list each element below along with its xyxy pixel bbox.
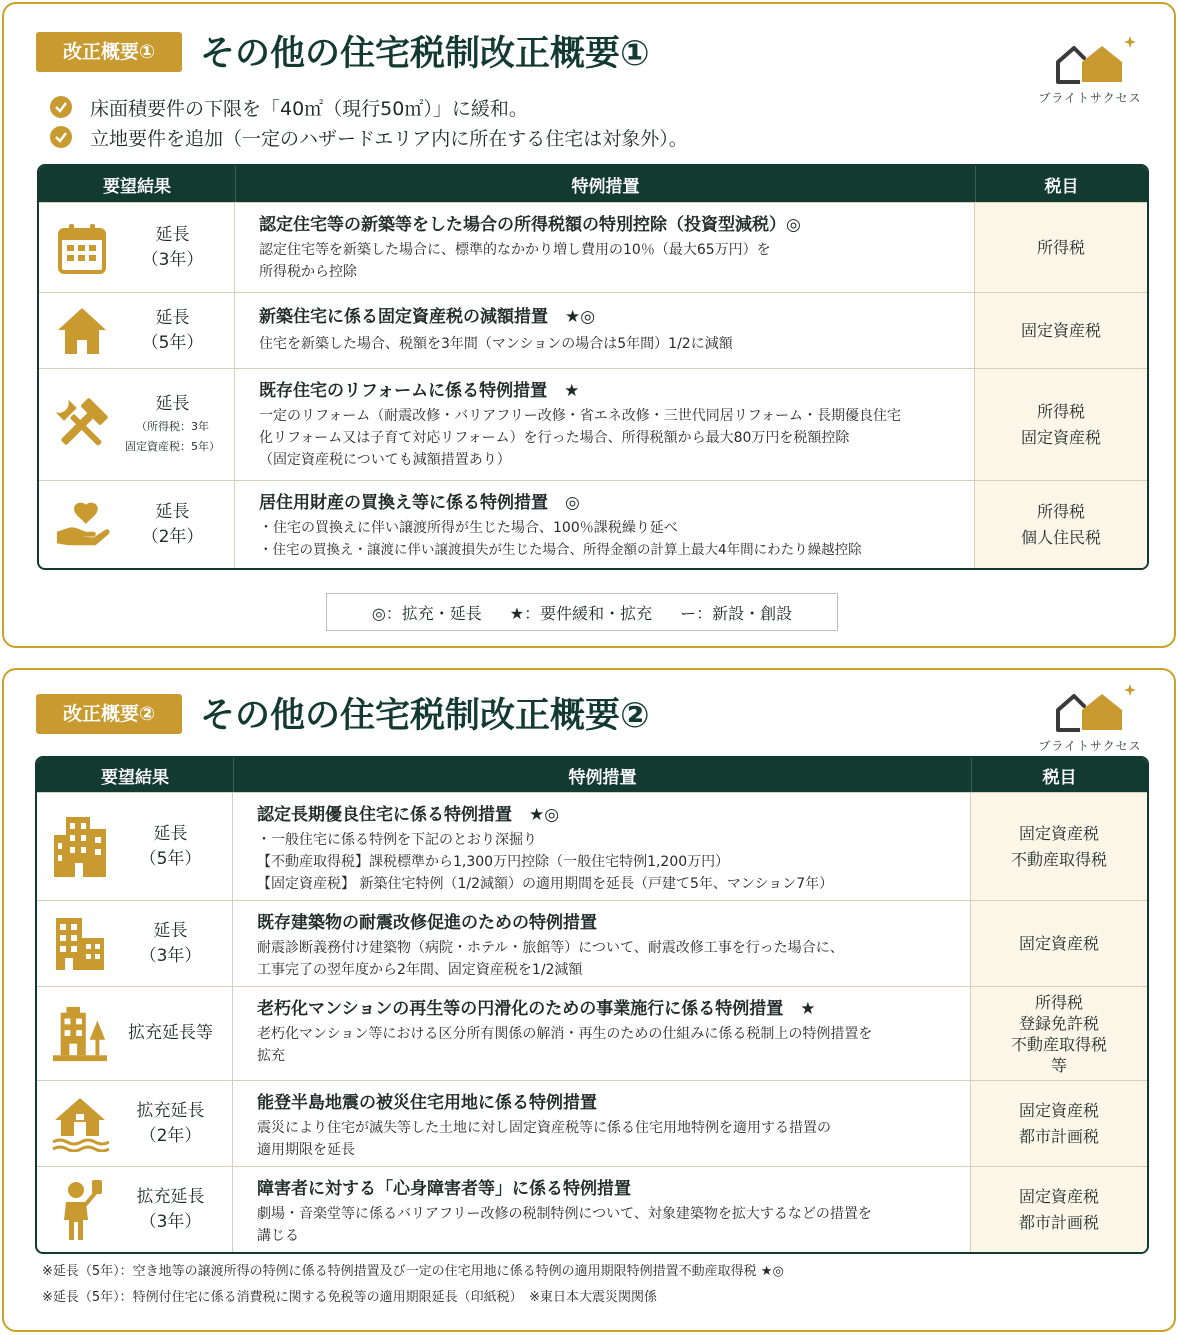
measure-cell bbox=[233, 1081, 971, 1166]
description-line: 化リフォーム又は子育て対応リフォーム）を行った場合、所得税額から最大80万円を税額控除 bbox=[259, 430, 850, 446]
result-type: 延長 bbox=[155, 501, 190, 522]
section-badge: 改正概要② bbox=[36, 694, 182, 734]
description-line: 住宅を新築した場合、税額を3年間（マンションの場合は5年間）1/2に減額 bbox=[259, 336, 733, 352]
result-type: 延長 bbox=[155, 224, 190, 245]
description-line: （固定資産税についても減額措置あり） bbox=[259, 452, 511, 468]
header-tax: 税目 bbox=[975, 166, 1147, 202]
table-row bbox=[39, 202, 1147, 292]
result-type: 延長 bbox=[155, 307, 190, 328]
tax-name: 所得税 bbox=[1036, 237, 1085, 257]
measure-cell bbox=[233, 901, 971, 986]
company-logo bbox=[1034, 682, 1146, 754]
result-period: （5年） bbox=[139, 848, 202, 869]
description-line: 講じる bbox=[257, 1228, 299, 1244]
result-label bbox=[109, 1099, 232, 1149]
tax-name: 固定資産税 bbox=[1018, 1186, 1099, 1206]
tax-name: 固定資産税 bbox=[1018, 823, 1099, 843]
requirement-item bbox=[50, 92, 688, 122]
measure-description bbox=[257, 937, 960, 981]
tax-measures-table-1 bbox=[37, 164, 1149, 570]
tax-measures-table-2 bbox=[35, 756, 1149, 1254]
result-type: 延長 bbox=[155, 394, 190, 414]
requirement-list bbox=[50, 92, 688, 152]
panel-overview-1 bbox=[2, 2, 1176, 648]
measure-title: 障害者に対する「心身障害者等」に係る特例措置 bbox=[257, 1179, 631, 1199]
legend-item: ◎：拡充・延長 bbox=[371, 603, 482, 623]
result-label bbox=[111, 392, 234, 457]
result-cell bbox=[39, 293, 235, 368]
description-line: 震災により住宅が滅失等した土地に対し固定資産税等に係る住宅用地特例を適用する措置の bbox=[257, 1120, 831, 1136]
table-row bbox=[39, 368, 1147, 480]
tax-cell bbox=[971, 901, 1147, 986]
result-type: 拡充延長 bbox=[136, 1100, 205, 1121]
check-circle-icon bbox=[50, 96, 72, 118]
table-row bbox=[37, 1166, 1147, 1252]
description-line: 【固定資産税】 新築住宅特例（1/2減額）の適用期間を延長（戸建て5年、マンション7年） bbox=[257, 876, 834, 892]
result-cell bbox=[37, 1167, 233, 1252]
house-logo-icon bbox=[1044, 34, 1136, 86]
header-tax: 税目 bbox=[971, 758, 1147, 792]
measure-description bbox=[259, 517, 964, 561]
table-row bbox=[37, 792, 1147, 900]
measure-title: 居住用財産の買換え等に係る特例措置 ◎ bbox=[259, 493, 580, 513]
legend-item: ★：要件緩和・拡充 bbox=[509, 603, 653, 623]
description-line: 老朽化マンション等における区分所有関係の解消・再生のための仕組みに係る税制上の特例措置を bbox=[257, 1026, 873, 1042]
description-line: 劇場・音楽堂等に係るバリアフリー改修の税制特例について、対象建築物を拡大するなどの措置を bbox=[257, 1206, 872, 1222]
tax-cell bbox=[975, 203, 1147, 292]
tax-name: 固定資産税 bbox=[1018, 933, 1099, 953]
house-logo-icon bbox=[1044, 682, 1136, 734]
result-period: 固定資産税：5年） bbox=[125, 440, 220, 453]
tax-name: 都市計画税 bbox=[1018, 1126, 1099, 1146]
measure-title: 老朽化マンションの再生等の円滑化のための事業施行に係る特例措置 ★ bbox=[257, 999, 816, 1019]
tax-name: 所得税 bbox=[1034, 992, 1083, 1012]
measure-description bbox=[259, 405, 964, 471]
measure-cell bbox=[235, 369, 975, 480]
result-type: 延長 bbox=[153, 823, 188, 844]
apartment-tree-icon bbox=[37, 1004, 109, 1064]
result-period: （3年） bbox=[139, 1211, 202, 1232]
table-row bbox=[39, 292, 1147, 368]
page-title: その他の住宅税制改正概要② bbox=[200, 696, 650, 736]
result-label bbox=[111, 223, 234, 273]
measure-cell bbox=[233, 1167, 971, 1252]
description-line: 工事完了の翌年度から2年間、固定資産税を1/2減額 bbox=[257, 962, 583, 978]
flood-house-icon bbox=[37, 1096, 109, 1152]
header-result: 要望結果 bbox=[103, 176, 171, 197]
heart-hand-icon bbox=[39, 500, 111, 550]
table-row bbox=[37, 1080, 1147, 1166]
panel-overview-2 bbox=[2, 668, 1176, 1332]
tax-name: 等 bbox=[1050, 1055, 1067, 1075]
result-label bbox=[111, 306, 234, 356]
tax-cell bbox=[975, 293, 1147, 368]
result-cell bbox=[39, 369, 235, 480]
tax-name: 所得税 bbox=[1036, 401, 1085, 421]
requirement-text: 立地要件を追加（一定のハザードエリア内に所在する住宅は対象外）。 bbox=[90, 127, 688, 150]
result-type: 延長 bbox=[153, 920, 188, 941]
measure-cell bbox=[235, 481, 975, 568]
calendar-icon bbox=[39, 222, 111, 274]
tax-name: 固定資産税 bbox=[1018, 1100, 1099, 1120]
measure-description bbox=[259, 239, 964, 283]
result-period: （2年） bbox=[141, 526, 204, 547]
measure-title: 能登半島地震の被災住宅用地に係る特例措置 bbox=[257, 1093, 597, 1113]
result-label bbox=[109, 1021, 232, 1046]
result-label bbox=[109, 822, 232, 872]
tax-name: 固定資産税 bbox=[1020, 427, 1101, 447]
measure-title: 既存住宅のリフォームに係る特例措置 ★ bbox=[259, 381, 580, 401]
description-line: ・住宅の買換えに伴い譲渡所得が生じた場合、100％課税繰り延べ bbox=[259, 520, 678, 536]
result-label bbox=[109, 1185, 232, 1235]
tax-cell bbox=[971, 1167, 1147, 1252]
section-badge: 改正概要① bbox=[36, 32, 182, 72]
person-icon bbox=[37, 1178, 109, 1242]
tax-name: 不動産取得税 bbox=[1010, 849, 1107, 869]
header-measure: 特例措置 bbox=[235, 166, 975, 202]
description-line: 適用期限を延長 bbox=[257, 1142, 355, 1158]
result-type: 拡充延長等 bbox=[128, 1023, 213, 1043]
company-logo bbox=[1034, 34, 1146, 106]
tax-name: 所得税 bbox=[1036, 501, 1085, 521]
tax-cell bbox=[975, 481, 1147, 568]
measure-description bbox=[257, 1117, 960, 1161]
description-line: 【不動産取得税】課税標準から1,300万円控除（一般住宅特例1,200万円） bbox=[257, 854, 730, 870]
logo-text: ブライトサクセス bbox=[1038, 739, 1142, 753]
result-cell bbox=[37, 793, 233, 900]
measure-title: 認定住宅等の新築等をした場合の所得税額の特別控除（投資型減税）◎ bbox=[259, 215, 801, 235]
description-line: 拡充 bbox=[257, 1048, 285, 1064]
symbol-legend bbox=[326, 593, 838, 631]
tax-cell bbox=[975, 369, 1147, 480]
result-type: 拡充延長 bbox=[136, 1186, 205, 1207]
measure-title: 新築住宅に係る固定資産税の減額措置 ★◎ bbox=[259, 307, 596, 327]
requirement-text: 床面積要件の下限を「40㎡（現行50㎡）」に緩和。 bbox=[90, 97, 528, 120]
measure-cell bbox=[235, 203, 975, 292]
result-period: （所得税：3年 bbox=[136, 420, 209, 433]
result-cell bbox=[37, 1081, 233, 1166]
tax-name: 固定資産税 bbox=[1020, 320, 1101, 340]
result-period: （2年） bbox=[139, 1125, 202, 1146]
result-cell bbox=[37, 987, 233, 1080]
footnote: ※延長（5年）：空き地等の譲渡所得の特例に係る特例措置及び一定の住宅用地に係る特例の適用期限特例措置不動産取得税 ★◎ bbox=[42, 1264, 784, 1279]
measure-cell bbox=[235, 293, 975, 368]
description-line: 耐震診断義務付け建築物（病院・ホテル・旅館等）について、耐震改修工事を行った場合に、 bbox=[257, 940, 844, 956]
footnote: ※延長（5年）：特例付住宅に係る消費税に関する免税等の適用期限延長（印紙税） ※東日本大震災関関係 bbox=[42, 1290, 658, 1305]
tax-cell bbox=[971, 793, 1147, 900]
house-icon bbox=[39, 306, 111, 356]
office-icon bbox=[37, 916, 109, 972]
tax-cell bbox=[971, 987, 1147, 1080]
logo-text: ブライトサクセス bbox=[1038, 91, 1142, 105]
measure-cell bbox=[233, 793, 971, 900]
table-row bbox=[39, 480, 1147, 568]
measure-description bbox=[259, 333, 964, 355]
tax-name: 登録免許税 bbox=[1018, 1013, 1099, 1033]
description-line: 所得税から控除 bbox=[259, 264, 357, 280]
result-cell bbox=[39, 481, 235, 568]
table-header bbox=[37, 758, 1147, 792]
result-period: （3年） bbox=[139, 945, 202, 966]
description-line: 一定のリフォーム（耐震改修・バリアフリー改修・省エネ改修・三世代同居リフォーム・長期優良住宅 bbox=[259, 408, 902, 424]
tax-name: 都市計画税 bbox=[1018, 1212, 1099, 1232]
result-label bbox=[109, 919, 232, 969]
check-circle-icon bbox=[50, 126, 72, 148]
result-period: （3年） bbox=[141, 249, 204, 270]
result-period: （5年） bbox=[141, 332, 204, 353]
header-result: 要望結果 bbox=[101, 767, 169, 788]
legend-item: ー：新設・創設 bbox=[680, 603, 793, 623]
tax-name: 個人住民税 bbox=[1020, 527, 1101, 547]
description-line: ・一般住宅に係る特例を下記のとおり深掘り bbox=[257, 832, 537, 848]
table-row bbox=[37, 900, 1147, 986]
measure-title: 認定長期優良住宅に係る特例措置 ★◎ bbox=[257, 805, 560, 825]
tools-icon bbox=[39, 396, 111, 454]
measure-description bbox=[257, 829, 960, 895]
building-icon bbox=[37, 815, 109, 879]
description-line: ・住宅の買換え・譲渡に伴い譲渡損失が生じた場合、所得金額の計算上最大4年間にわたり繰越控除 bbox=[259, 542, 862, 558]
description-line: 認定住宅等を新築した場合に、標準的なかかり増し費用の10％（最大65万円）を bbox=[259, 242, 771, 258]
measure-description bbox=[257, 1023, 960, 1067]
page-title: その他の住宅税制改正概要① bbox=[200, 34, 650, 74]
table-row bbox=[37, 986, 1147, 1080]
result-cell bbox=[37, 901, 233, 986]
tax-cell bbox=[971, 1081, 1147, 1166]
result-label bbox=[111, 500, 234, 550]
measure-description bbox=[257, 1203, 960, 1247]
requirement-item bbox=[50, 122, 688, 152]
result-cell bbox=[39, 203, 235, 292]
header-measure: 特例措置 bbox=[233, 758, 971, 792]
table-header bbox=[39, 166, 1147, 202]
measure-title: 既存建築物の耐震改修促進のための特例措置 bbox=[257, 913, 597, 933]
tax-name: 不動産取得税 bbox=[1010, 1034, 1107, 1054]
measure-cell bbox=[233, 987, 971, 1080]
